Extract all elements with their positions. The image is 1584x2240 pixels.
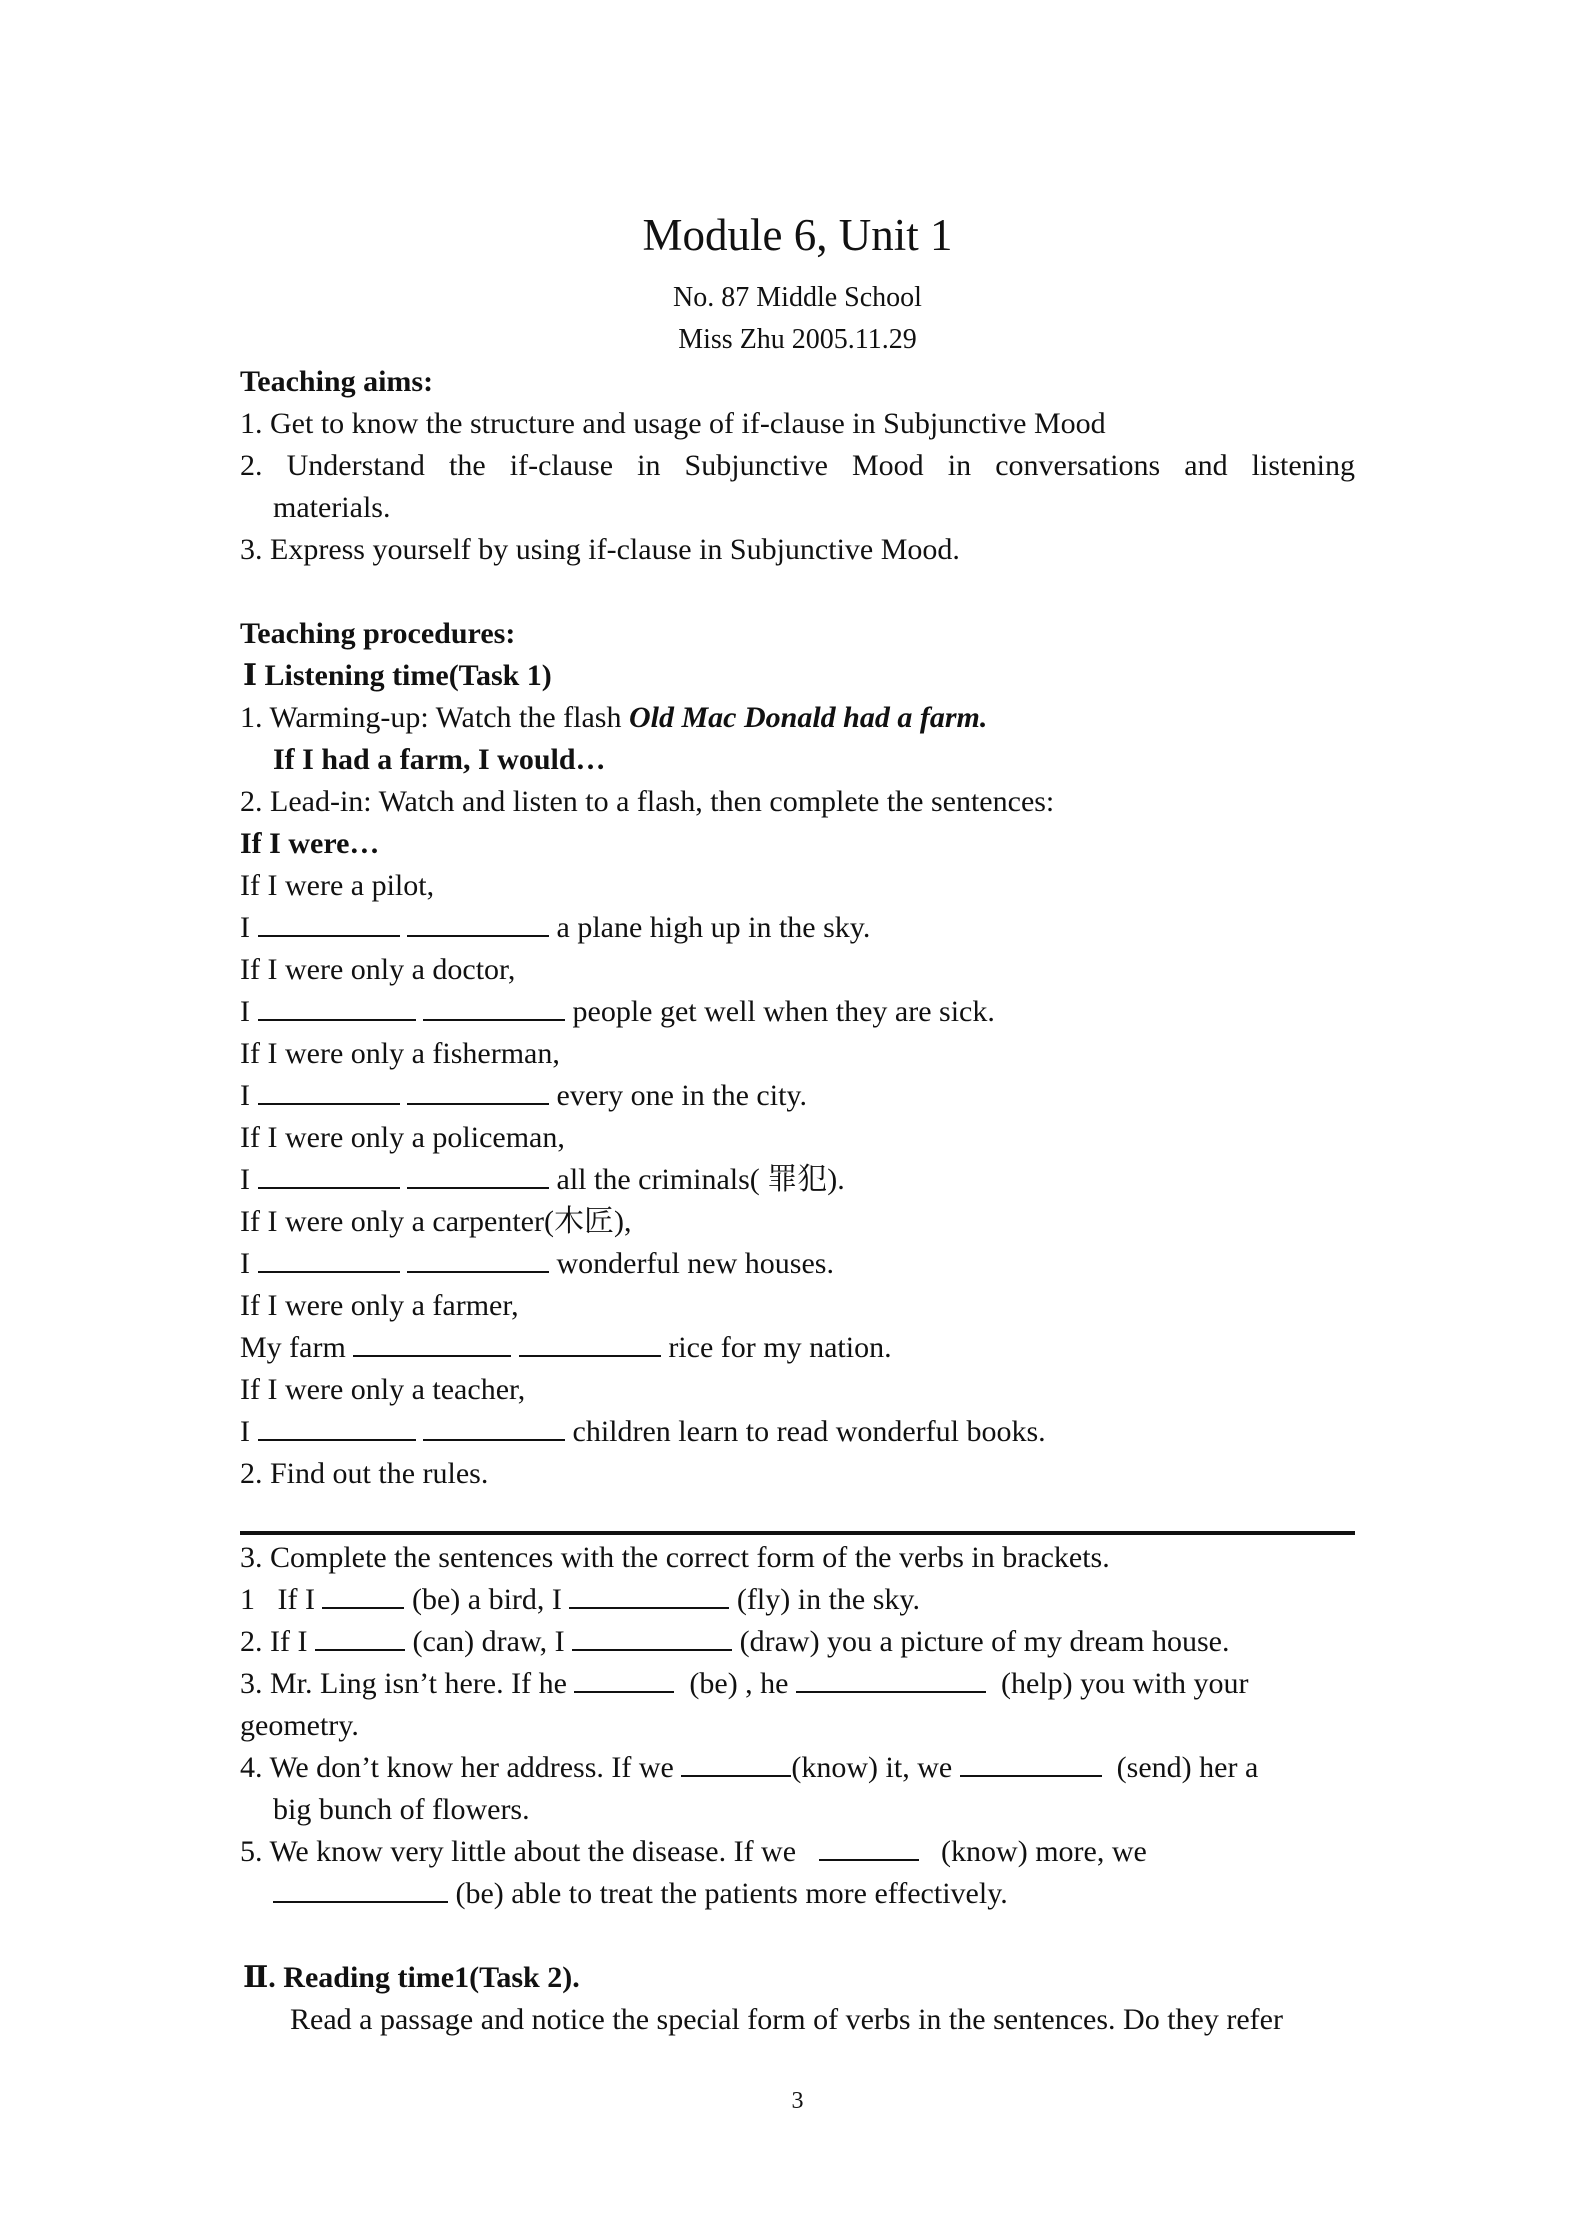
exercise-q5 (240, 1831, 1355, 1873)
answer-blank[interactable] (407, 1247, 549, 1273)
answer-blank[interactable] (273, 1877, 448, 1903)
question-text: (fly) in the sky. (736, 1583, 920, 1616)
song-title: Old Mac Donald had a farm. (628, 701, 988, 734)
answer-blank[interactable] (796, 1667, 986, 1693)
question-text: (know) it, we (791, 1751, 953, 1784)
song-line-1: If I were a pilot, (240, 869, 435, 902)
exercise-heading: 3. Complete the sentences with the correct form of the verbs in brackets. (240, 1541, 1110, 1574)
answer-blank[interactable] (819, 1835, 919, 1861)
song-line-8 (240, 1159, 1355, 1201)
aim-item-1: 1. Get to know the structure and usage of if-clause in Subjunctive Mood (240, 407, 1106, 440)
if-i-were-heading: If I were… (240, 827, 380, 860)
song-line-9: If I were only a carpenter(木匠), (240, 1205, 632, 1238)
line-end-text: every one in the city. (556, 1079, 807, 1112)
aim-item-2: 2. Understand the if-clause in Subjunctive Mood in conversations and listening (240, 449, 1355, 482)
aim-item-2-continued: materials. (273, 491, 391, 524)
answer-blank[interactable] (423, 1415, 565, 1441)
answer-blank[interactable] (519, 1331, 661, 1357)
answer-blank[interactable] (574, 1667, 674, 1693)
line-start-text: My farm (240, 1331, 346, 1364)
answer-blank[interactable] (572, 1625, 732, 1651)
leadin-line: 2. Lead-in: Watch and listen to a flash, then complete the sentences: (240, 785, 1055, 818)
line-end-text: people get well when they are sick. (572, 995, 995, 1028)
answer-blank[interactable] (322, 1583, 404, 1609)
answer-blank[interactable] (960, 1751, 1102, 1777)
answer-blank[interactable] (258, 1079, 400, 1105)
answer-blank[interactable] (681, 1751, 791, 1777)
question-text: 4. We don’t know her address. If we (240, 1751, 674, 1784)
song-line-12 (240, 1327, 1355, 1369)
school-name: No. 87 Middle School (673, 282, 922, 313)
question-number: 1 (240, 1583, 255, 1616)
song-line-5: If I were only a fisherman, (240, 1037, 560, 1070)
exercise-q3-continued: geometry. (240, 1709, 359, 1742)
warmup-prompt: If I had a farm, I would… (273, 743, 606, 776)
warmup-line (240, 697, 1355, 739)
line-start-text: I (240, 911, 250, 944)
question-text: (know) more, we (941, 1835, 1147, 1868)
line-start-text: I (240, 995, 250, 1028)
reading-instructions: Read a passage and notice the special form of verbs in the sentences. Do they refer (290, 2003, 1283, 2036)
answer-blank[interactable] (258, 1247, 400, 1273)
question-text: (can) draw, I (412, 1625, 565, 1658)
question-text: 5. We know very little about the disease. If we (240, 1835, 797, 1868)
song-line-2 (240, 907, 1355, 949)
song-line-6 (240, 1075, 1355, 1117)
question-text: 3. Mr. Ling isn’t here. If he (240, 1667, 567, 1700)
answer-blank[interactable] (258, 995, 416, 1021)
exercise-q5-continued (273, 1873, 1355, 1915)
answer-blank[interactable] (258, 1163, 400, 1189)
find-rules-line: 2. Find out the rules. (240, 1457, 489, 1490)
question-text: 2. If I (240, 1625, 308, 1658)
song-line-13: If I were only a teacher, (240, 1373, 526, 1406)
aims-heading: Teaching aims: (240, 365, 434, 398)
song-line-7: If I were only a policeman, (240, 1121, 565, 1154)
section-1-heading: Ⅰ Listening time(Task 1) (243, 659, 552, 692)
section-2-heading: Ⅱ. Reading time1(Task 2). (243, 1961, 580, 1994)
line-start-text: I (240, 1415, 250, 1448)
answer-blank[interactable] (315, 1625, 405, 1651)
procedures-heading: Teaching procedures: (240, 617, 516, 650)
song-line-14 (240, 1411, 1355, 1453)
song-line-4 (240, 991, 1355, 1033)
question-text: (send) her a (1116, 1751, 1259, 1784)
page-number: 3 (791, 2088, 804, 2114)
line-end-text: all the criminals( 罪犯). (556, 1163, 845, 1196)
question-text: If I (277, 1583, 315, 1616)
answer-blank[interactable] (258, 911, 400, 937)
line-start-text: I (240, 1079, 250, 1112)
exercise-q4-continued: big bunch of flowers. (273, 1793, 530, 1826)
answer-blank[interactable] (258, 1415, 416, 1441)
answer-blank[interactable] (569, 1583, 729, 1609)
question-text: (be) able to treat the patients more effectively. (455, 1877, 1008, 1910)
warmup-text: 1. Warming-up: Watch the flash (240, 701, 629, 734)
line-start-text: I (240, 1163, 250, 1196)
question-text: (be) , he (689, 1667, 789, 1700)
line-start-text: I (240, 1247, 250, 1280)
answer-blank[interactable] (353, 1331, 511, 1357)
answer-blank[interactable] (407, 911, 549, 937)
song-line-3: If I were only a doctor, (240, 953, 516, 986)
author-date: Miss Zhu 2005.11.29 (678, 324, 917, 355)
line-end-text: rice for my nation. (668, 1331, 892, 1364)
line-end-text: wonderful new houses. (556, 1247, 834, 1280)
answer-blank[interactable] (407, 1163, 549, 1189)
exercise-q2 (240, 1621, 1355, 1663)
song-line-10 (240, 1243, 1355, 1285)
aim-item-3: 3. Express yourself by using if-clause in Subjunctive Mood. (240, 533, 960, 566)
exercise-q3 (240, 1663, 1355, 1705)
answer-blank[interactable] (423, 995, 565, 1021)
line-end-text: a plane high up in the sky. (556, 911, 871, 944)
document-title: Module 6, Unit 1 (642, 210, 953, 260)
song-line-11: If I were only a farmer, (240, 1289, 519, 1322)
exercise-q1 (240, 1579, 1355, 1621)
question-text: (help) you with your (1001, 1667, 1249, 1700)
question-text: (draw) you a picture of my dream house. (739, 1625, 1230, 1658)
exercise-q4 (240, 1747, 1355, 1789)
line-end-text: children learn to read wonderful books. (572, 1415, 1046, 1448)
answer-blank[interactable] (407, 1079, 549, 1105)
question-text: (be) a bird, I (411, 1583, 562, 1616)
answer-rule-line[interactable] (240, 1531, 1355, 1535)
